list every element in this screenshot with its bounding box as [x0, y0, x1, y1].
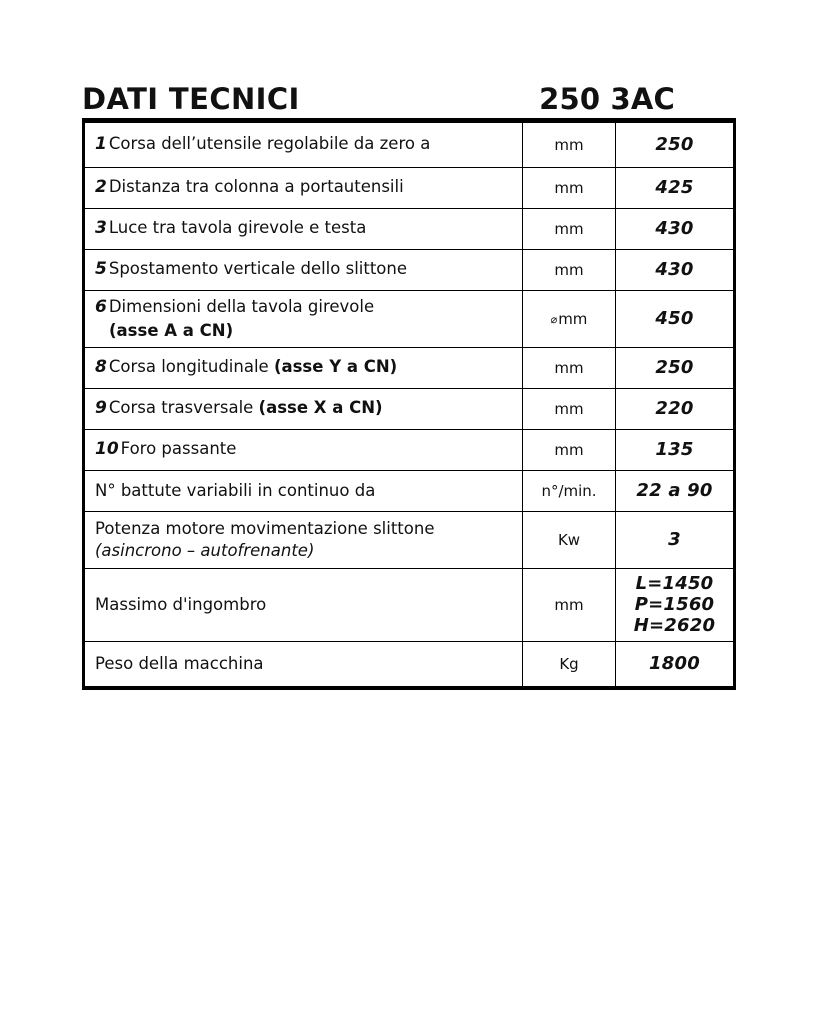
row-value: 450	[655, 308, 694, 330]
row-unit: mm	[554, 179, 584, 197]
row-description: N° battute variabili in continuo da	[95, 480, 376, 500]
cell-unit	[523, 121, 616, 168]
row-index: 8	[95, 357, 107, 378]
cell-description	[84, 250, 523, 291]
cell-value	[616, 121, 735, 168]
row-index: 9	[95, 398, 107, 419]
row-index: 5	[95, 259, 107, 280]
cell-value	[616, 348, 735, 389]
dimension-height: H=2620	[633, 615, 716, 637]
table-row	[84, 389, 735, 430]
model-designation: 250 3AC	[539, 82, 675, 116]
cell-description	[84, 512, 523, 569]
row-index: 3	[95, 218, 107, 239]
cell-value	[616, 569, 735, 642]
cell-description	[84, 389, 523, 430]
cell-value	[616, 250, 735, 291]
table-row	[84, 291, 735, 348]
row-description-bold: (asse Y a CN)	[273, 357, 398, 377]
row-description: Peso della macchina	[95, 653, 264, 673]
row-description-italic: (asincrono – autofrenante)	[95, 540, 315, 560]
table-row	[84, 512, 735, 569]
table-row	[84, 430, 735, 471]
row-description-bold: (asse X a CN)	[258, 398, 383, 418]
row-unit: Kw	[557, 531, 581, 549]
page-title: DATI TECNICI	[82, 82, 300, 116]
row-value-multiline	[616, 569, 733, 641]
row-unit: mm	[554, 400, 584, 418]
cell-description	[84, 471, 523, 512]
cell-description	[84, 121, 523, 168]
row-unit: Kg	[559, 654, 579, 673]
row-value: 1800	[649, 653, 700, 675]
row-description: Spostamento verticale dello slittone	[108, 259, 408, 279]
row-index: 2	[95, 177, 107, 198]
row-value: 135	[655, 439, 694, 461]
cell-value	[616, 168, 735, 209]
row-value: 250	[655, 357, 694, 379]
row-description: Corsa dell’utensile regolabile da zero a	[108, 134, 431, 154]
cell-description	[84, 348, 523, 389]
row-unit: n°/min.	[541, 482, 597, 500]
row-value: 250	[655, 134, 694, 156]
row-unit: mm	[554, 261, 584, 279]
table-row	[84, 348, 735, 389]
cell-unit	[523, 348, 616, 389]
cell-value	[616, 512, 735, 569]
row-value: 430	[655, 259, 694, 281]
row-unit: mm	[554, 136, 584, 154]
row-value: 430	[655, 218, 694, 240]
row-description: Dimensioni della tavola girevole	[108, 297, 375, 317]
cell-description	[84, 168, 523, 209]
diameter-icon: ⌀	[550, 313, 558, 326]
cell-description	[84, 641, 523, 688]
dimension-depth: P=1560	[634, 594, 715, 616]
cell-value	[616, 291, 735, 348]
row-description: Massimo d'ingombro	[95, 594, 267, 614]
cell-description	[84, 291, 523, 348]
table-row	[84, 569, 735, 642]
cell-value	[616, 471, 735, 512]
cell-unit	[523, 471, 616, 512]
row-description: Corsa trasversale	[108, 398, 259, 418]
row-description: Corsa longitudinale	[108, 357, 274, 377]
row-index: 6	[95, 297, 107, 318]
table-row	[84, 209, 735, 250]
table-row	[84, 641, 735, 688]
cell-unit	[523, 250, 616, 291]
row-value: 425	[655, 177, 694, 199]
table-row	[84, 471, 735, 512]
row-unit: mm	[554, 359, 584, 377]
row-unit: mm	[558, 310, 588, 328]
dimension-length: L=1450	[635, 573, 714, 594]
row-description: Foro passante	[120, 439, 237, 459]
row-description: Potenza motore movimentazione slittone	[95, 519, 435, 539]
row-unit: mm	[554, 441, 584, 459]
cell-unit	[523, 641, 616, 688]
cell-unit	[523, 389, 616, 430]
cell-unit	[523, 569, 616, 642]
cell-unit	[523, 209, 616, 250]
cell-description	[84, 209, 523, 250]
cell-description	[84, 569, 523, 642]
table-body	[84, 121, 735, 689]
table-row	[84, 121, 735, 168]
row-unit: mm	[554, 220, 584, 238]
row-index: 1	[95, 134, 107, 155]
cell-unit	[523, 512, 616, 569]
cell-value	[616, 209, 735, 250]
row-value: 220	[655, 398, 694, 420]
document-header	[82, 78, 733, 114]
row-unit: mm	[554, 595, 584, 614]
row-description: Distanza tra colonna a portautensili	[108, 177, 404, 197]
cell-unit	[523, 168, 616, 209]
cell-unit	[523, 291, 616, 348]
cell-description	[84, 430, 523, 471]
row-description: Luce tra tavola girevole e testa	[108, 218, 367, 238]
cell-value	[616, 389, 735, 430]
cell-value	[616, 641, 735, 688]
table-row	[84, 250, 735, 291]
row-description-line2: (asse A a CN)	[109, 320, 234, 340]
row-index: 10	[95, 439, 119, 460]
row-value: 22 a 90	[636, 480, 713, 502]
cell-unit	[523, 430, 616, 471]
table-row	[84, 168, 735, 209]
technical-data-table	[82, 118, 736, 690]
row-value: 3	[668, 529, 681, 551]
cell-value	[616, 430, 735, 471]
